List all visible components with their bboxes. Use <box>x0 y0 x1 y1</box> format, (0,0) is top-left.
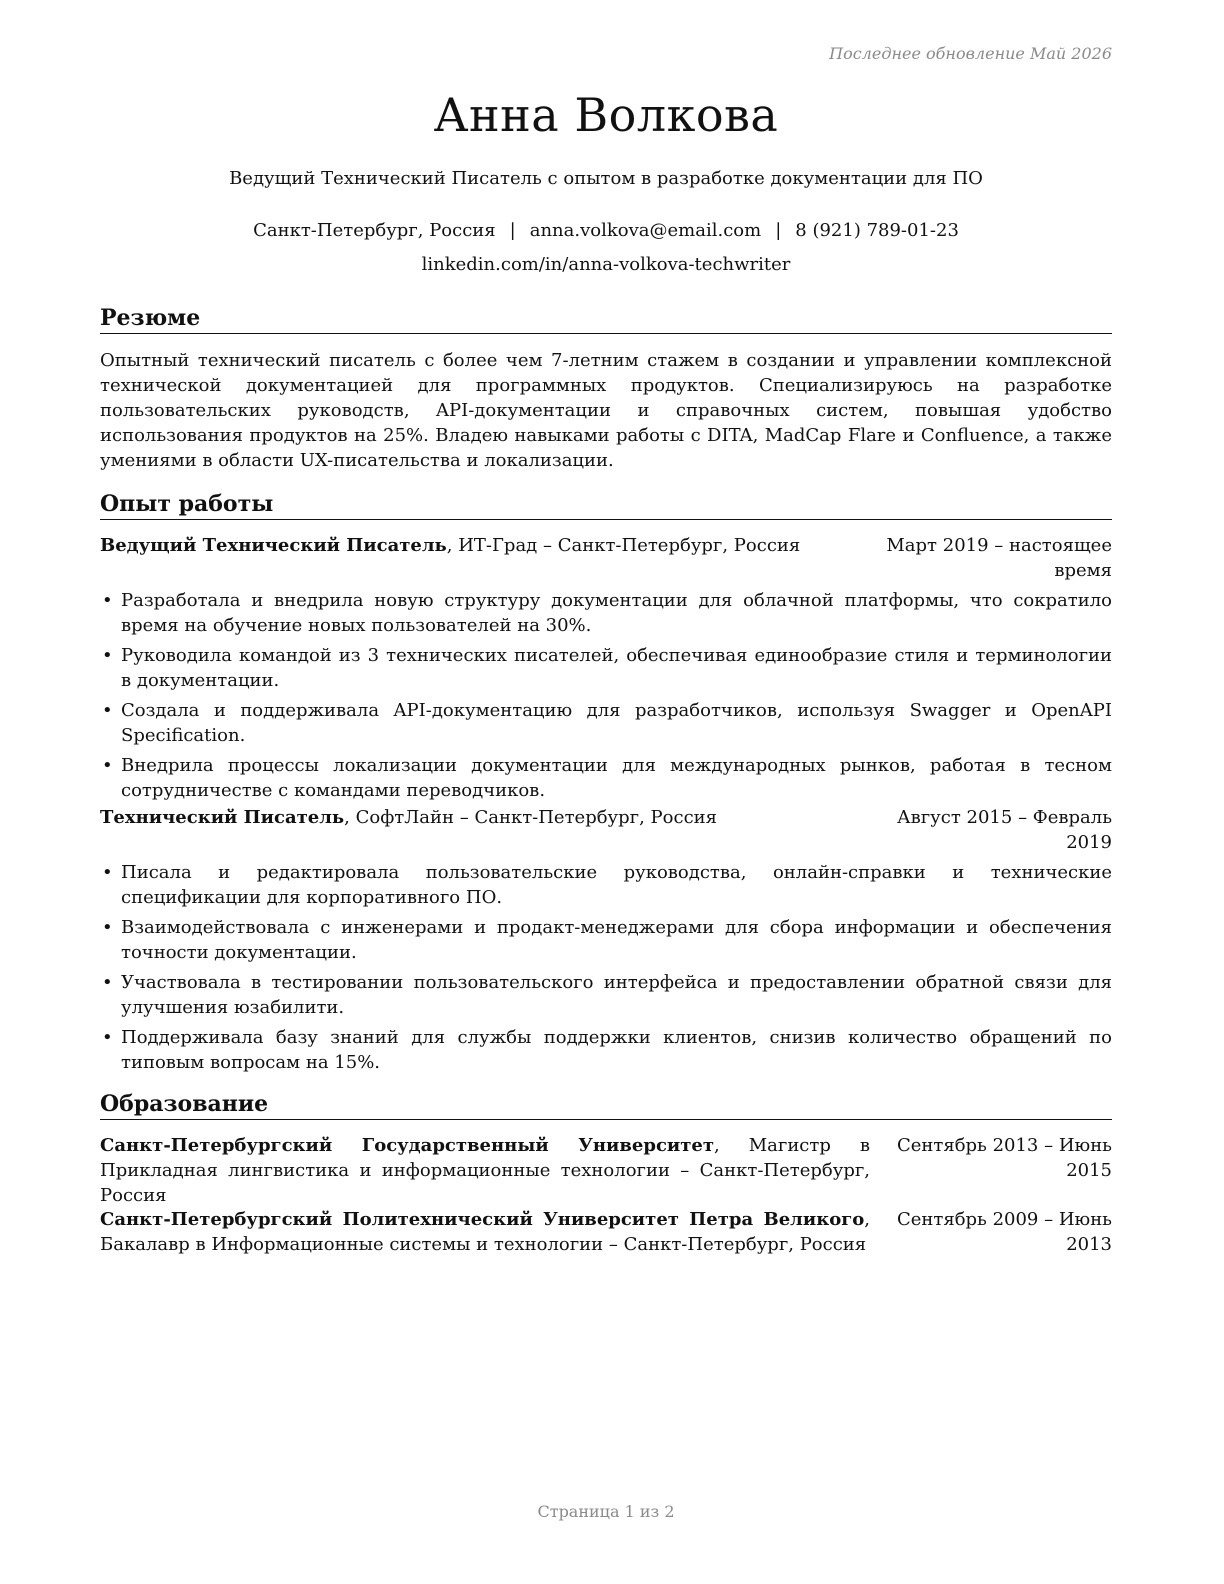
contact-line <box>100 220 1112 241</box>
job-bullets <box>100 588 1112 808</box>
candidate-name: Анна Волкова <box>433 88 779 142</box>
job-dates: Март 2019 – настоящее время <box>886 535 1112 581</box>
job-bullets <box>100 860 1112 1080</box>
list-item: • Участвовала в тестировании пользовательского интерфейса и предоставлении обратной связи для улучшения юзабилити. <box>100 970 1112 1020</box>
contact-separator: | <box>509 220 516 241</box>
job-role: Ведущий Технический Писатель <box>100 535 447 556</box>
job-title-line <box>100 533 860 558</box>
section-title-summary: Резюме <box>100 304 1112 334</box>
summary-text: Опытный технический писатель с более чем 7-летним стажем в создании и управлении комплексной технической документацией для программных продуктов. Специализируюсь на разработке пользовательских руководств, API-документации и справочных систем, повышая удобство использования продуктов на 25%. Владею навыками работы с DITA, MadCap Flare и Confluence, а также умениями в области UX-писательства и локализации. <box>100 350 1112 471</box>
resume-page <box>100 0 1112 1584</box>
last-updated-note: Последнее обновление Май 2026 <box>829 44 1112 63</box>
linkedin-link[interactable]: linkedin.com/in/anna-volkova-techwriter <box>421 254 791 275</box>
list-item: • Поддерживала базу знаний для службы поддержки клиентов, снизив количество обращений по типовым вопросам на 15%. <box>100 1025 1112 1075</box>
list-item: • Взаимодействовала с инженерами и продакт-менеджерами для сбора информации и обеспечения точности документации. <box>100 915 1112 965</box>
list-item: • Писала и редактировала пользовательские руководства, онлайн-справки и технические спецификации для корпоративного ПО. <box>100 860 1112 910</box>
education-school-line <box>100 1133 870 1208</box>
education-dates: Сентябрь 2013 – Июнь 2015 <box>896 1135 1112 1181</box>
list-item: • Внедрила процессы локализации документации для международных рынков, работая в тесном сотрудничестве с командами переводчиков. <box>100 753 1112 803</box>
section-title-education: Образование <box>100 1090 1112 1120</box>
education-details: , Магистр в Прикладная лингвистика и информационные технологии – Санкт-Петербург, Россия <box>100 1135 870 1206</box>
education-details: , Бакалавр в Информационные системы и технологии – Санкт-Петербург, Россия <box>100 1209 870 1255</box>
page-number: Страница 1 из 2 <box>537 1502 675 1521</box>
section-title-experience: Опыт работы <box>100 490 1112 520</box>
education-school: Санкт-Петербургский Государственный Университет <box>100 1135 715 1156</box>
list-item: • Создала и поддерживала API-документацию для разработчиков, используя Swagger и OpenAPI Specification. <box>100 698 1112 748</box>
contact-location: Санкт-Петербург, Россия <box>253 220 496 241</box>
job-company: , ИТ-Град – Санкт-Петербург, Россия <box>446 535 801 556</box>
education-dates: Сентябрь 2009 – Июнь 2013 <box>896 1209 1112 1255</box>
job-title-line <box>100 805 860 830</box>
job-dates: Август 2015 – Февраль 2019 <box>896 807 1112 853</box>
contact-separator: | <box>775 220 782 241</box>
job-company: , СофтЛайн – Санкт-Петербург, Россия <box>344 807 718 828</box>
headline: Ведущий Технический Писатель с опытом в разработке документации для ПО <box>229 168 983 189</box>
education-school-line <box>100 1207 870 1257</box>
list-item: • Руководила командой из 3 технических писателей, обеспечивая единообразие стиля и терминологии в документации. <box>100 643 1112 693</box>
job-role: Технический Писатель <box>100 807 345 828</box>
list-item: • Разработала и внедрила новую структуру документации для облачной платформы, что сократило время на обучение новых пользователей на 30%. <box>100 588 1112 638</box>
contact-email-link[interactable]: anna.volkova@email.com <box>529 220 762 241</box>
education-school: Санкт-Петербургский Политехнический Университет Петра Великого <box>100 1209 865 1230</box>
contact-phone: 8 (921) 789-01-23 <box>795 220 959 241</box>
